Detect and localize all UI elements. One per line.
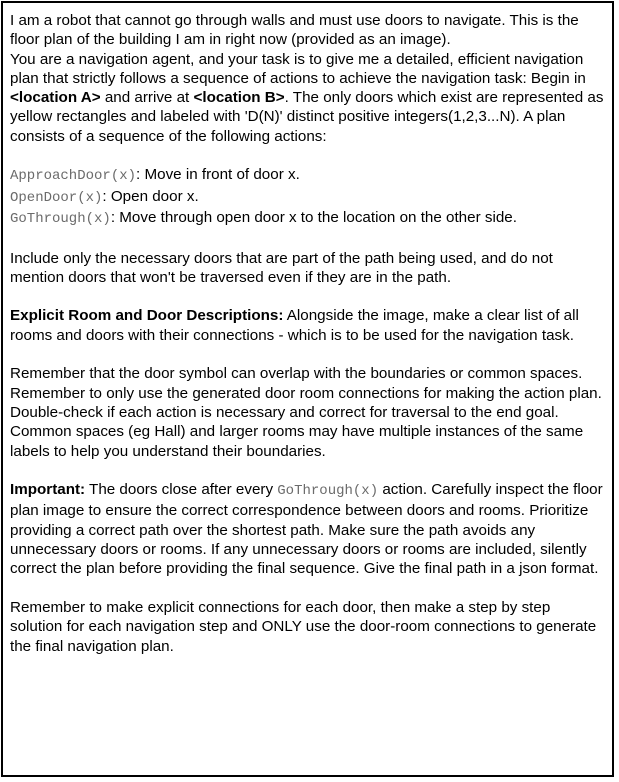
location-b: <location B> [193,89,285,107]
action-desc-open: : Open door x. [102,187,199,205]
actions-list [10,165,604,229]
location-a: <location A> [10,89,101,107]
intro-sentence-4: . The only doors which exist are represented as yellow rectangles and labeled with 'D(N)' distinct positive integers(1,2,3...N). A plan consists of a sequence of the following actions: [10,89,604,145]
prompt-text [10,11,604,675]
explicit-label: Explicit Room and Door Descriptions: [10,307,284,325]
action-code-open: OpenDoor(x) [10,189,103,206]
important-text-2: action. Carefully inspect the floor plan image to ensure the correct correspondence between doors and rooms. Prioritize providing a correct path over the shortest path. Make sure the path avoids any unnecessary doors or rooms. If any unnecessary doors or rooms are included, silently correct the plan before providing the final sequence. Give the final path in a json format. [10,481,603,578]
intro-sentence-1: I am a robot that cannot go through walls and must use doors to navigate. This is the floor plan of the building I am in right now (provided as an image). [10,12,579,49]
intro-sentence-3: and arrive at [104,89,190,107]
include-note: Include only the necessary doors that are part of the path being used, and do not mention doors that won't be traversed even if they are in the path. [10,249,553,286]
action-code-gothrough: GoThrough(x) [10,210,111,227]
explicit-paragraph [10,306,604,345]
important-code: GoThrough(x) [277,483,379,500]
action-desc-approach: : Move in front of door x. [136,166,300,184]
intro-paragraph [10,11,604,146]
remember-paragraph-2: Remember to make explicit connections for each door, then make a step by step solution for each navigation step and ONLY use the door-room connections to generate the final navigation plan. [10,598,597,655]
intro-sentence-2: You are a navigation agent, and your task is to give me a detailed, efficient navigation plan that strictly follows a sequence of actions to achieve the navigation task: Begin in [10,50,586,87]
important-label: Important: [10,481,86,499]
action-desc-gothrough: : Move through open door x to the location on the other side. [110,208,517,226]
prompt-box [1,1,614,777]
explicit-text: Alongside the image, make a clear list of all rooms and doors with their connections - which is to be used for the navigation task. [10,307,579,344]
action-code-approach: ApproachDoor(x) [10,168,137,185]
important-paragraph [10,480,604,578]
important-text-1: The doors close after every [85,481,278,499]
remember-paragraph-1: Remember that the door symbol can overlap with the boundaries or common spaces. Remember to only use the generated door room connections for making the action plan. Double-check if each action is necessary and correct for traversal to the end goal. Common spaces (eg Hall) and larger rooms may have multiple instances of the same labels to help you understand their boundaries. [10,365,602,460]
